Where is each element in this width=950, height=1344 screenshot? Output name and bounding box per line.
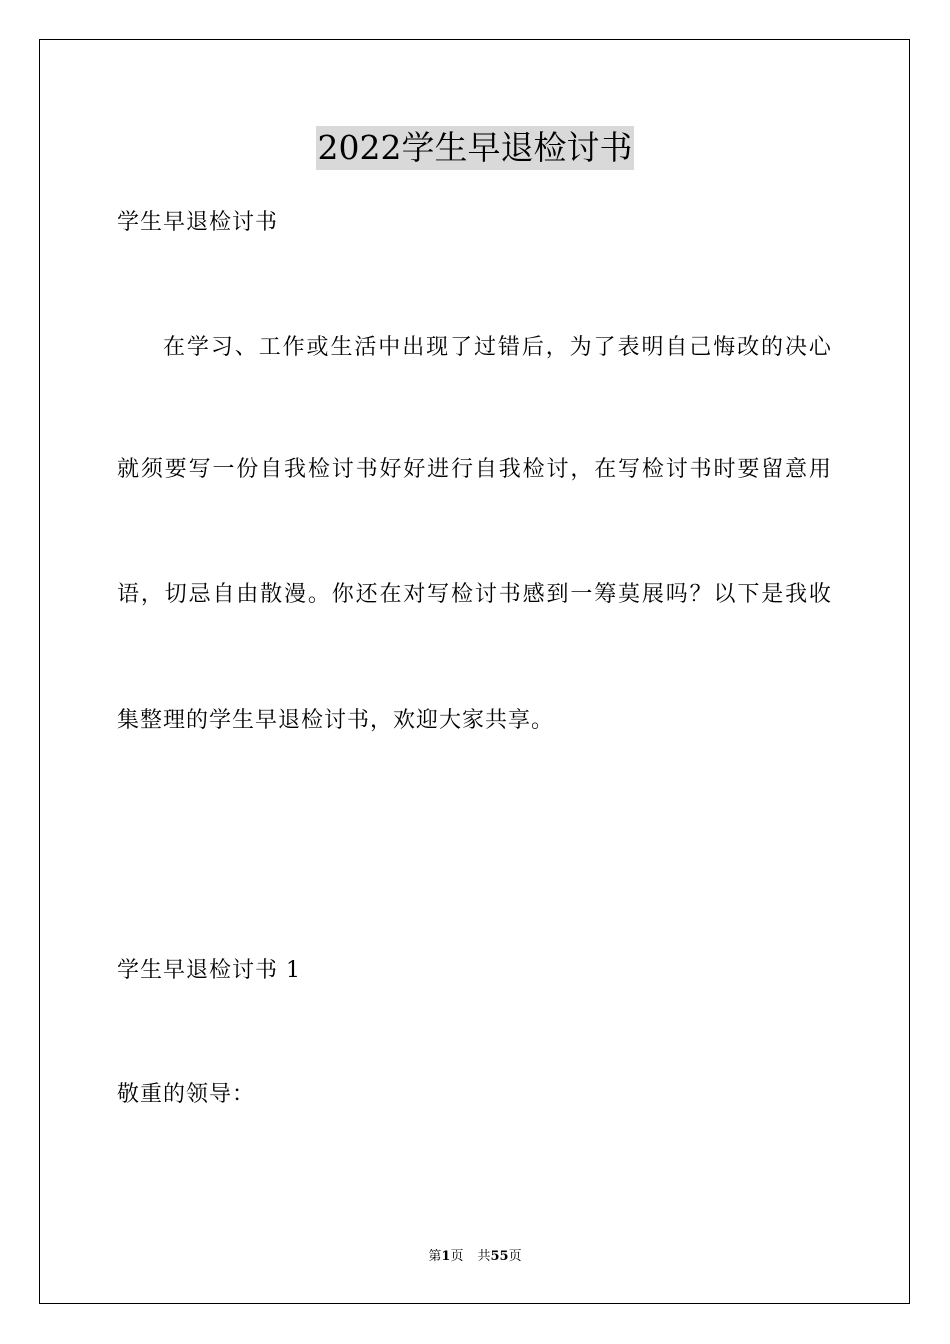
section-heading: 学生早退检讨书 1 [117,958,301,983]
paragraph-line-2: 就 须 要 写 一 份 自 我 检 讨 书 好 好 进 行 自 我 检 讨 ， 在 写 检 讨 书 时 要 留 意 用 [117,457,831,482]
salutation: 敬重的领导： [117,1082,256,1107]
footer-total-pages: 55 [490,1249,509,1264]
footer-page-suffix: 页 [450,1249,464,1264]
page-footer [0,1248,950,1266]
paragraph-line-1: 在 学 习 、 工 作 或 生 活 中 出 现 了 过 错 后 ， 为 了 表 明 自 己 悔 改 的 决 心 [163,335,831,360]
document-title: 2022学生早退检讨书 [316,126,635,170]
footer-total-suffix: 页 [508,1249,522,1264]
subtitle: 学生早退检讨书 [117,210,279,235]
footer-total-prefix: 共 [477,1249,491,1264]
footer-page-number: 1 [441,1249,451,1264]
paragraph-line-3: 语 ， 切 忌 自 由 散 漫 。 你 还 在 对 写 检 讨 书 感 到 一 筹 莫 展 吗 ？ 以 下 是 我 收 [117,582,831,607]
footer-page-prefix: 第 [428,1249,442,1264]
paragraph-line-4: 集整理的学生早退检讨书，欢迎大家共享。 [117,708,555,733]
document-title-wrapper [0,126,950,170]
